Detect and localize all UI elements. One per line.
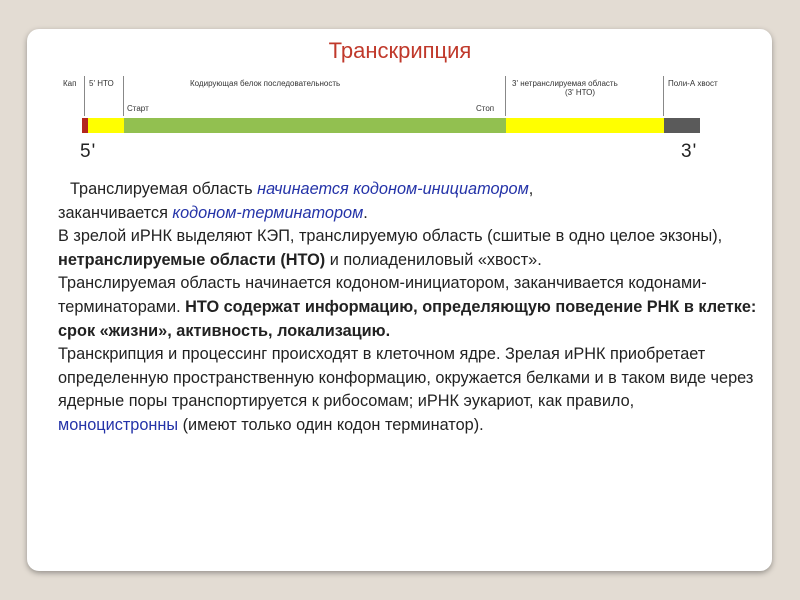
bar-polya <box>664 118 700 133</box>
paragraph-4 <box>58 343 758 437</box>
p1-term-initiator: начинается кодоном-инициатором <box>257 180 529 198</box>
p3-bold-info: НТО содержат информацию, определяющую поведение РНК в клетке: срок «жизни», активность, локализацию. <box>58 297 757 340</box>
label-stop: Стоп <box>476 104 495 113</box>
tick-polya <box>663 76 664 116</box>
label-3-end: 3' <box>681 141 698 162</box>
label-cap: Кап <box>63 79 77 88</box>
bar-5utr <box>88 118 124 133</box>
p1-text-c: , <box>528 180 534 198</box>
p4-text-c: (имеют только один кодон терминатор). <box>178 415 484 434</box>
p4-text-a: Транскрипция и процессинг происходят в клеточном ядре. Зрелая иРНК приобретает определенную пространственную конформацию, окружается белками и в таком виде через ядерные поры транспортируется к рибосомам; иРНК эукариот, как правило, <box>58 345 754 411</box>
p1-term-terminator: кодоном-терминатором <box>172 203 364 222</box>
label-start: Старт <box>127 104 149 113</box>
p4-term-monocistronic: моноцистронны <box>58 415 179 434</box>
label-polya: Поли-А хвост <box>668 79 718 88</box>
paragraph-3 <box>58 272 758 343</box>
bar-3utr <box>506 118 664 133</box>
p2-text-a: В зрелой иРНК выделяют КЭП, транслируемую область (сшитые в одно целое экзоны), <box>58 227 723 246</box>
label-5-end: 5' <box>80 141 97 162</box>
p3-text-a: Транслируемая область начинается кодоном-инициатором, заканчивается кодонами-терминаторами. <box>58 274 707 316</box>
paragraph-1 <box>58 178 758 225</box>
label-3utr-line2: (3' НТО) <box>565 88 596 97</box>
label-5utr: 5' НТО <box>89 79 114 88</box>
tick-start <box>123 76 124 116</box>
label-coding: Кодирующая белок последовательность <box>190 79 341 88</box>
slide-title: Транскрипция <box>328 38 472 63</box>
tick-stop <box>505 76 506 116</box>
label-3utr-line1: 3' нетранслируемая область <box>512 79 618 88</box>
p2-text-c: и полиадениловый «хвост». <box>325 250 542 269</box>
p2-bold-utr: нетранслируемые области (НТО) <box>58 250 326 269</box>
paragraph-2 <box>58 225 758 272</box>
p1-text-a: Транслируемая область <box>70 180 258 198</box>
bar-coding <box>124 118 506 133</box>
tick-cap <box>84 76 85 116</box>
p1-text-d: заканчивается <box>58 203 173 222</box>
body-text <box>58 178 758 438</box>
p1-text-f: . <box>363 203 368 222</box>
